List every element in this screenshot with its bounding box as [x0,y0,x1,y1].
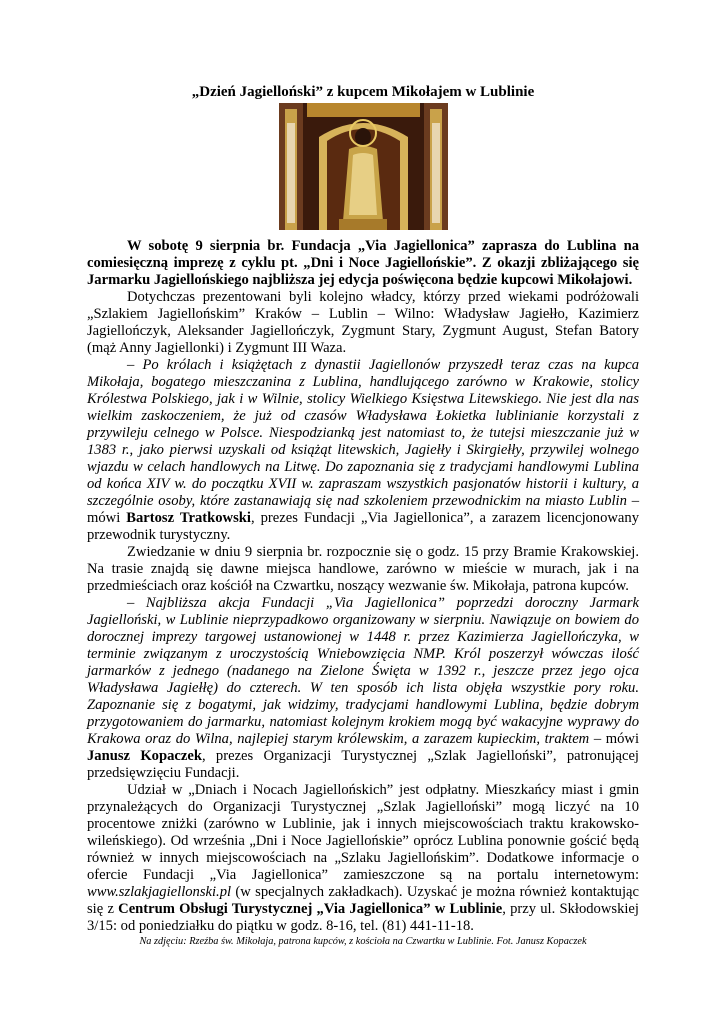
speaker-role: , prezes Organizacji Turystycznej „Szlak Jagielloński”, patronującej przedsięwzięciu Fundacji. [87,748,639,781]
speaker-name-kopaczek: Janusz Kopaczek [87,748,202,764]
article-title: „Dzień Jagielloński” z kupcem Mikołajem w Lublinie [191,84,535,100]
paragraph-rulers: Dotychczas prezentowani byli kolejno władcy, którzy przed wiekami podróżowali „Szlakiem Jagiellońskim” Kraków – Lublin – Wilno: Władysław Jagiełło, Kazimierz Jagiellończyk, Aleksander Jagiellończyk, Zygmunt Stary, Zygmunt August, Stefan Batory (mąż Anny Jagiellonki) i Zygmunt III Waza. [87,289,639,356]
website-link[interactable]: www.szlakjagiellonski.pl [87,884,232,900]
paragraph-info [87,782,639,935]
tratkowski-quote: – Po królach i książętach z dynastii Jagiellonów przyszedł teraz czas na kupca Mikołaja, bogatego mieszczanina z Lublina, handlującego zarówno w Krakowie, stolicy Królestwa Polskiego, jak i w Wilnie, stolicy Wielkiego Księstwa Litewskiego. Nie jest dla nas wielkim zaskoczeniem, że już od czasów Władysława Łokietka lublinianie korzystali z przywileju celnego w Polsce. Niespodzianką jest natomiast to, że tutejsi mieszczanie już w 1383 r., jako pierwsi uzyskali od książąt litewskich, Jagiełły i Skirgiełły, przywilej wolnego wjazdu w celach handlowych na Litwę. Do zapoznania się z tradycjami handlowymi Lublina od końca XIV w. do początku XVII w. zapraszam wszystkich pasjonatów historii i kultury, a szczególnie osoby, które zastanawiają się nad szkoleniem przewodnickim na miasto Lublin – [87,357,639,509]
paragraph-tour: Zwiedzanie w dniu 9 sierpnia br. rozpocznie się o godz. 15 przy Bramie Krakowskiej. Na trasie znajdą się dawne miejsca handlowe, zarówno w mieście w murach, jak i na przedmieściach oraz kościół na Czwartku, noszący wezwanie św. Mikołaja, patrona kupców. [87,544,639,594]
speaker-role: , prezes Fundacji „Via Jagiellonica”, a zarazem licencjonowany przewodnik turystyczny. [87,510,640,543]
photo-caption: Na zdjęciu: Rzeźba św. Mikołaja, patrona kupców, z kościoła na Czwartku w Lublinie. Fot. Janusz Kopaczek [139,936,587,947]
document-page [87,84,639,948]
paragraph-kopaczek-quote [87,595,639,782]
said-word: mówi [87,510,127,526]
info-text: Udział w „Dniach i Nocach Jagiellońskich” jest odpłatny. Mieszkańcy miast i gmin przynależących do Organizacji Turystycznej „Szlak Jagielloński” mogą liczyć na 10 procentowe zniżki (zarówno w Lublinie, jak i innych miejscowościach traktu krakowsko-wileńskiego). Od września „Dni i Noce Jagiellońskie” oprócz Lublina ponownie gościć będą również w innych miejscowościach na „Szlaku Jagiellońskim”. Dodatkowe informacje o ofercie Fundacji „Via Jagiellonica” zamieszczone są na portalu internetowym: [87,782,639,883]
info-text: (w specjalnych zakładkach). Uzyskać je można również kontaktując się z [87,884,639,917]
center-name: Centrum Obsługi Turystycznej „Via Jagiellonica” w Lublinie [118,901,503,917]
lead-paragraph: W sobotę 9 sierpnia br. Fundacja „Via Jagiellonica” zaprasza do Lublina na comiesięczną imprezę z cyklu pt. „Dni i Noce Jagiellońskie”. Z okazji zbliżającego się Jarmarku Jagiellońskiego najbliższa jej edycja poświęcona będzie kupcowi Mikołajowi. [87,238,639,288]
saint-nicholas-photo [279,103,448,230]
speaker-name-tratkowski: Bartosz Tratkowski [126,510,251,526]
contact-details: , przy ul. Skłodowskiej 3/15: od poniedziałku do piątku w godz. 8-16, tel. (81) 441-11-18. [87,901,639,934]
kopaczek-quote: – Najbliższa akcja Fundacji „Via Jagiellonica” poprzedzi doroczny Jarmark Jagielloński, w Lublinie nieprzypadkowo organizowany w sierpniu. Nawiązuje on bowiem do dorocznej imprezy targowej ustanowionej w 1448 r. przez Kazimierza Jagiellończyka, w terminie związanym z uroczystością Wniebowzięcia NMP. Król poszerzył wówczas ilość jarmarków z jednego (nadanego na Zielone Święta w 1392 r., jeszcze przez jego ojca Władysława Jagiełłę) do czterech. W ten sposób ich lista objęła wszystkie pory roku. Zapoznanie się z bogatymi, jak widzimy, tradycjami handlowymi Lublina, będzie dobrym przygotowaniem do jarmarku, natomiast kolejnym krokiem mogą być wakacyjne wyprawy do Krakowa oraz do Wilna, najlepiej starym królewskim, a zarazem kupieckim, traktem [87,595,639,747]
paragraph-tratkowski-quote [87,357,639,544]
said-word: – mówi [589,731,639,747]
